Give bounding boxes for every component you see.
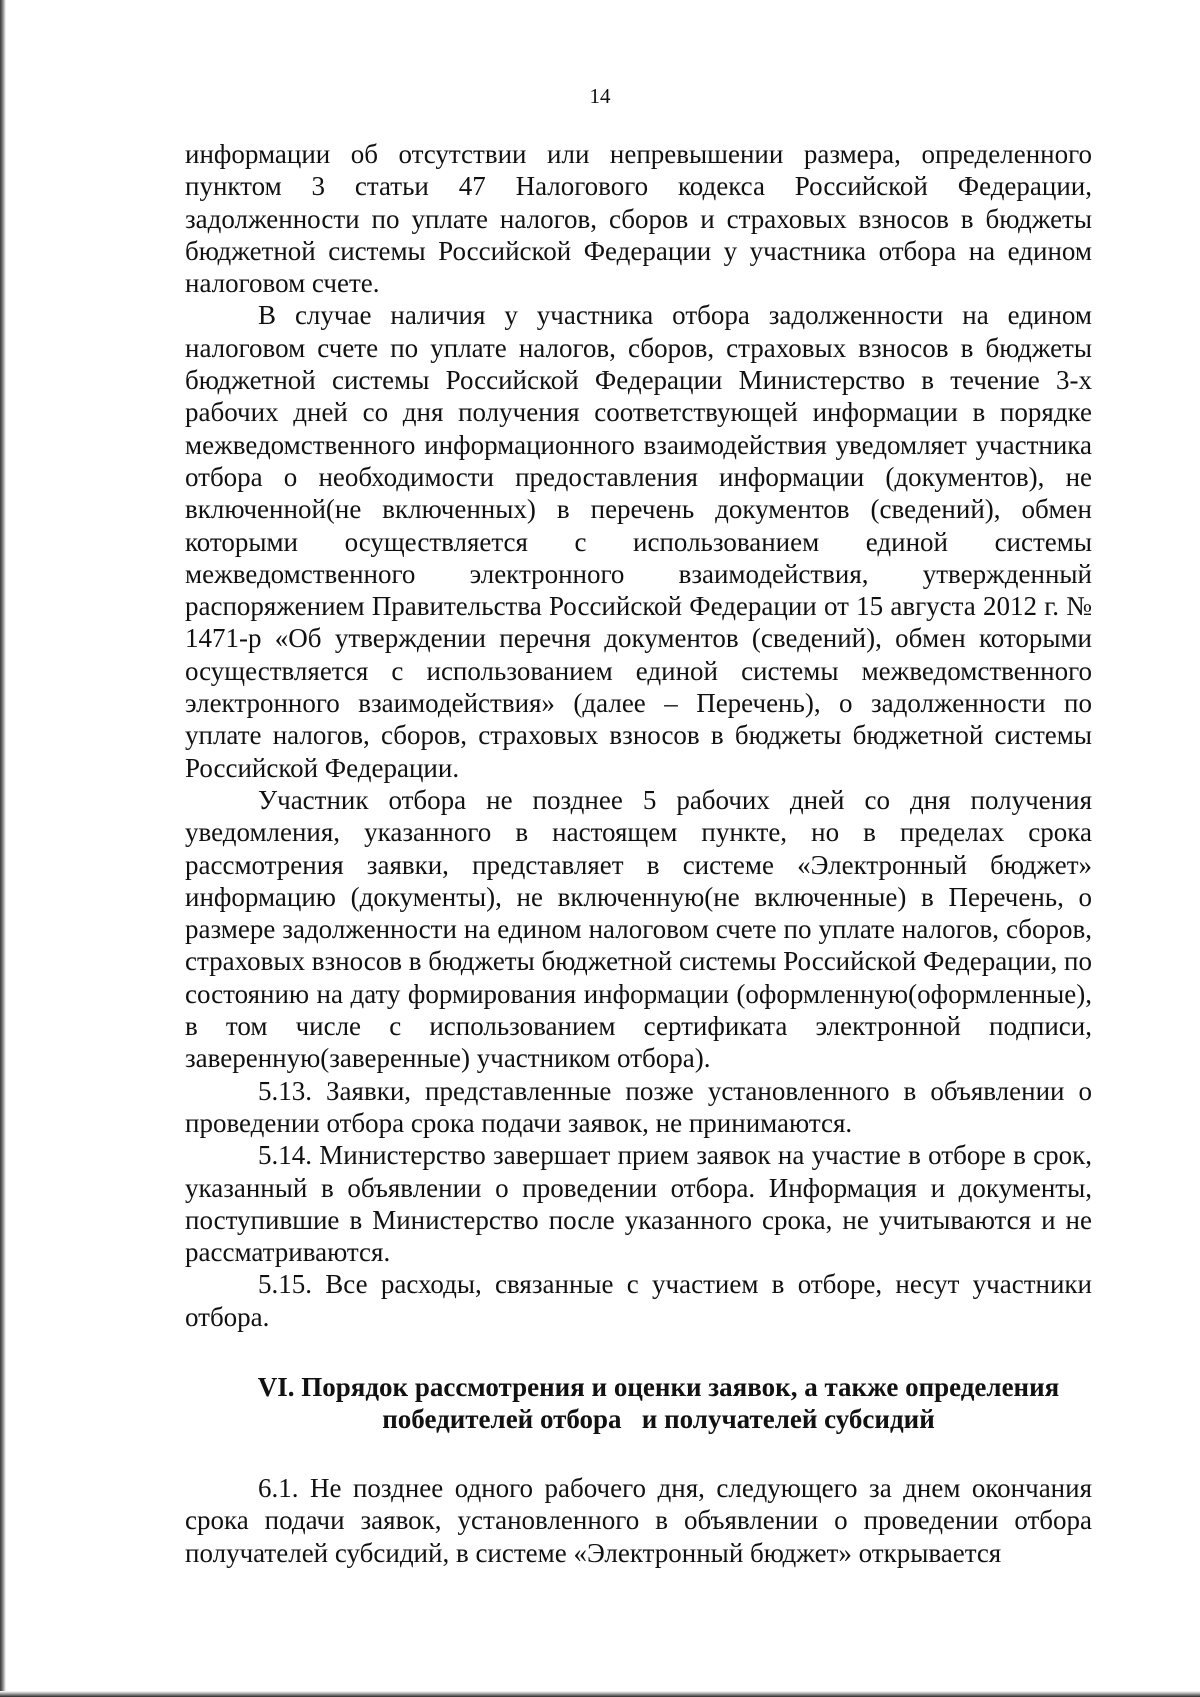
paragraph: 5.15. Все расходы, связанные с участием в отборе, несут участники отбора. (185, 1269, 1092, 1332)
page-number: 14 (589, 84, 611, 108)
scan-edge-left (0, 0, 6, 1697)
paragraph: информации об отсутствии или непревышении размера, определенного пунктом 3 статьи 47 Налогового кодекса Российской Федерации, задолженности по уплате налогов, сборов и страховых взносов в бюджеты бюджетной системы Российской Федерации у участника отбора на едином налоговом счете. (185, 139, 1092, 299)
paragraph: В случае наличия у участника отбора задолженности на едином налоговом счете по уплате налогов, сборов, страховых взносов в бюджеты бюджетной системы Российской Федерации Министерство в течение 3-х рабочих дней со дня получения соответствующей информации в порядке межведомственного информационного взаимодействия уведомляет участника отбора о необходимости предоставления информации (документов), не включенной(не включенных) в перечень документов (сведений), обмен которыми осуществляется с использованием единой системы межведомственного электронного взаимодействия, утвержденный распоряжением Правительства Российской Федерации от 15 августа 2012 г. № 1471-р «Об утверждении перечня документов (сведений), обмен которыми осуществляется с использованием единой системы межведомственного электронного взаимодействия» (далее – Перечень), о задолженности по уплате налогов, сборов, страховых взносов в бюджеты бюджетной системы Российской Федерации. (185, 300, 1092, 783)
paragraphs-before (185, 138, 1092, 1333)
document-body (185, 138, 1092, 1569)
section-heading (185, 1371, 1092, 1435)
scan-edge-bottom (0, 1691, 1200, 1697)
paragraph: 5.13. Заявки, представленные позже установленного в объявлении о проведении отбора срока подачи заявок, не принимаются. (185, 1075, 1092, 1138)
paragraphs-after (185, 1472, 1092, 1569)
section-heading-line-2: победителей отбора и получателей субсидий (382, 1403, 935, 1434)
section-heading-line-1: VI. Порядок рассмотрения и оценки заявок, а также определения (257, 1371, 1060, 1402)
paragraph: Участник отбора не позднее 5 рабочих дней со дня получения уведомления, указанного в настоящем пункте, но в пределах срока рассмотрения заявки, представляет в системе «Электронный бюджет» информацию (документы), не включенную(не включенные) в Перечень, о размере задолженности на едином налоговом счете по уплате налогов, сборов, страховых взносов в бюджеты бюджетной системы Российской Федерации, по состоянию на дату формирования информации (оформленную(оформленные), в том числе с использованием сертификата электронной подписи, заверенную(заверенные) участником отбора). (185, 784, 1092, 1074)
paragraph: 6.1. Не позднее одного рабочего дня, следующего за днем окончания срока подачи заявок, установленного в объявлении о проведении отбора получателей субсидий, в системе «Электронный бюджет» открывается (185, 1472, 1092, 1568)
paragraph: 5.14. Министерство завершает прием заявок на участие в отборе в срок, указанный в объявлении о проведении отбора. Информация и документы, поступившие в Министерство после указанного срока, не учитываются и не рассматриваются. (185, 1140, 1092, 1268)
